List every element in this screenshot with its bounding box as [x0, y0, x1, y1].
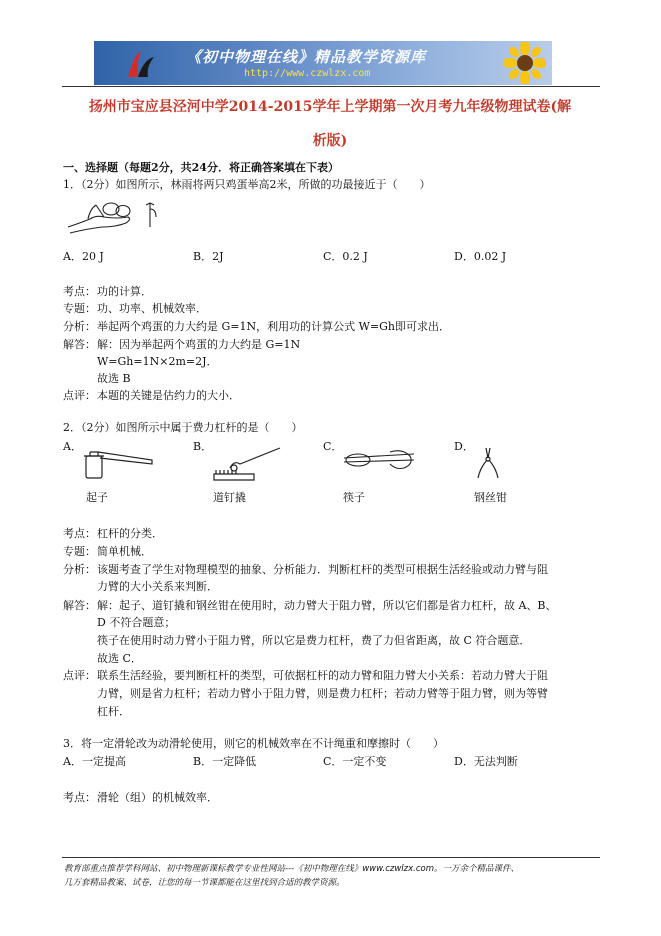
q2-kaodian-label: 考点：	[63, 527, 96, 540]
q1-option-d[interactable]: D．0.02 J	[454, 250, 507, 263]
q2-caption-c: 筷子	[343, 491, 365, 504]
q1-option-c[interactable]: C．0.2 J	[323, 250, 368, 263]
pliers-figure	[474, 446, 502, 480]
section-heading: 一、选择题（每题2分，共24分．将正确答案填在下表）	[63, 161, 339, 174]
q2-stem: 2．（2分）如图所示中属于费力杠杆的是（ ）	[63, 421, 303, 434]
page-title: 扬州市宝应县泾河中学2014-2015学年上学期第一次月考九年级物理试卷(解	[88, 99, 572, 115]
sunflower-icon	[504, 42, 546, 84]
q2-fenxi-1: 该题考查了学生对物理模型的抽象、分析能力．判断杠杆的类型可根据生活经验或动力臂与阻	[97, 563, 548, 576]
site-logo-icon	[124, 47, 158, 81]
q1-zhuanti-label: 专题：	[63, 302, 96, 315]
q2-dianping-label: 点评：	[63, 669, 96, 682]
q1-jieda-1: 解：因为举起两个鸡蛋的力大约是 G=1N	[97, 338, 301, 351]
q3-option-d[interactable]: D．无法判断	[454, 755, 518, 768]
q2-fenxi-2: 力臂的大小关系来判断．	[97, 580, 218, 593]
q1-kaodian-label: 考点：	[63, 285, 96, 298]
q1-option-b[interactable]: B．2J	[193, 250, 224, 263]
q3-option-a[interactable]: A．一定提高	[63, 755, 126, 768]
header-banner	[94, 41, 552, 85]
q2-option-b[interactable]: B．	[193, 440, 213, 453]
banner-url[interactable]: http://www.czwlzx.com	[244, 68, 371, 79]
q3-kaodian-label: 考点：	[63, 791, 96, 804]
q1-hand-eggs-figure	[66, 197, 164, 235]
q2-option-c[interactable]: C．	[323, 440, 343, 453]
q3-stem: 3．将一定滑轮改为动滑轮使用，则它的机械效率在不计绳重和摩擦时（ ）	[63, 737, 444, 750]
q2-caption-b: 道钉撬	[213, 491, 246, 504]
page-title-line2: 析版)	[312, 133, 348, 149]
q2-caption-d: 钢丝钳	[474, 491, 507, 504]
q2-zhuanti-label: 专题：	[63, 545, 96, 558]
q2-jieda-4: 故选 C．	[97, 652, 142, 665]
q2-zhuanti: 简单机械．	[97, 545, 152, 558]
q2-dianping-1: 联系生活经验，要判断杠杆的类型，可依据杠杆的动力臂和阻力臂大小关系：若动力臂大于阻	[97, 669, 548, 682]
q1-dianping: 本题的关键是估约力的大小．	[97, 389, 240, 402]
q2-jieda-2: D 不符合题意；	[97, 616, 176, 629]
q1-fenxi-label: 分析：	[63, 320, 96, 333]
q2-dianping-2: 力臂，则是省力杠杆；若动力臂小于阻力臂，则是费力杠杆；若动力臂等于阻力臂，则为等臂	[97, 687, 548, 700]
bottle-opener-figure	[80, 446, 155, 480]
q1-zhuanti: 功、功率、机械效率．	[97, 302, 207, 315]
q2-jieda-label: 解答：	[63, 599, 96, 612]
q2-option-d[interactable]: D．	[454, 440, 474, 453]
q1-jieda-2: W=Gh=1N×2m=2J．	[97, 355, 218, 368]
header-rule	[62, 86, 600, 87]
footer-line-1: 教育部重点推荐学科网站、初中物理新课标教学专业性网站---《初中物理在线》www.czwlzx.com。一万余个精品课件、	[64, 864, 520, 874]
q2-caption-a: 起子	[86, 491, 108, 504]
q1-stem: 1．（2分）如图所示，林雨将两只鸡蛋举高2米，所做的功最接近于（ ）	[63, 178, 431, 191]
footer-line-2: 几万套精品教案、试卷，让您的每一节课都能在这里找到合适的教学资源。	[64, 878, 345, 888]
q2-option-a[interactable]: A．	[63, 440, 82, 453]
q1-option-a[interactable]: A．20 J	[63, 250, 104, 263]
q3-option-b[interactable]: B．一定降低	[193, 755, 257, 768]
q2-jieda-1: 解：起子、道钉撬和钢丝钳在使用时，动力臂大于阻力臂，所以它们都是省力杠杆，故 A、B、	[97, 599, 557, 612]
nail-puller-figure	[210, 446, 282, 482]
q2-fenxi-label: 分析：	[63, 563, 96, 576]
q1-kaodian: 功的计算．	[97, 285, 152, 298]
banner-title: 《初中物理在线》精品教学资源库	[186, 48, 427, 66]
q2-jieda-3: 筷子在使用时动力臂小于阻力臂，所以它是费力杠杆，费了力但省距离，故 C 符合题意．	[97, 634, 531, 647]
chopsticks-figure	[340, 446, 420, 474]
q1-dianping-label: 点评：	[63, 389, 96, 402]
q1-fenxi: 举起两个鸡蛋的力大约是 G=1N，利用功的计算公式 W=Gh即可求出．	[97, 320, 451, 333]
q3-option-c[interactable]: C．一定不变	[323, 755, 387, 768]
q1-jieda-3: 故选 B	[97, 372, 131, 385]
footer-rule	[62, 857, 600, 858]
q1-jieda-label: 解答：	[63, 338, 96, 351]
q2-kaodian: 杠杆的分类．	[97, 527, 163, 540]
q2-dianping-3: 杠杆．	[97, 705, 130, 718]
q3-kaodian: 滑轮（组）的机械效率．	[97, 791, 218, 804]
